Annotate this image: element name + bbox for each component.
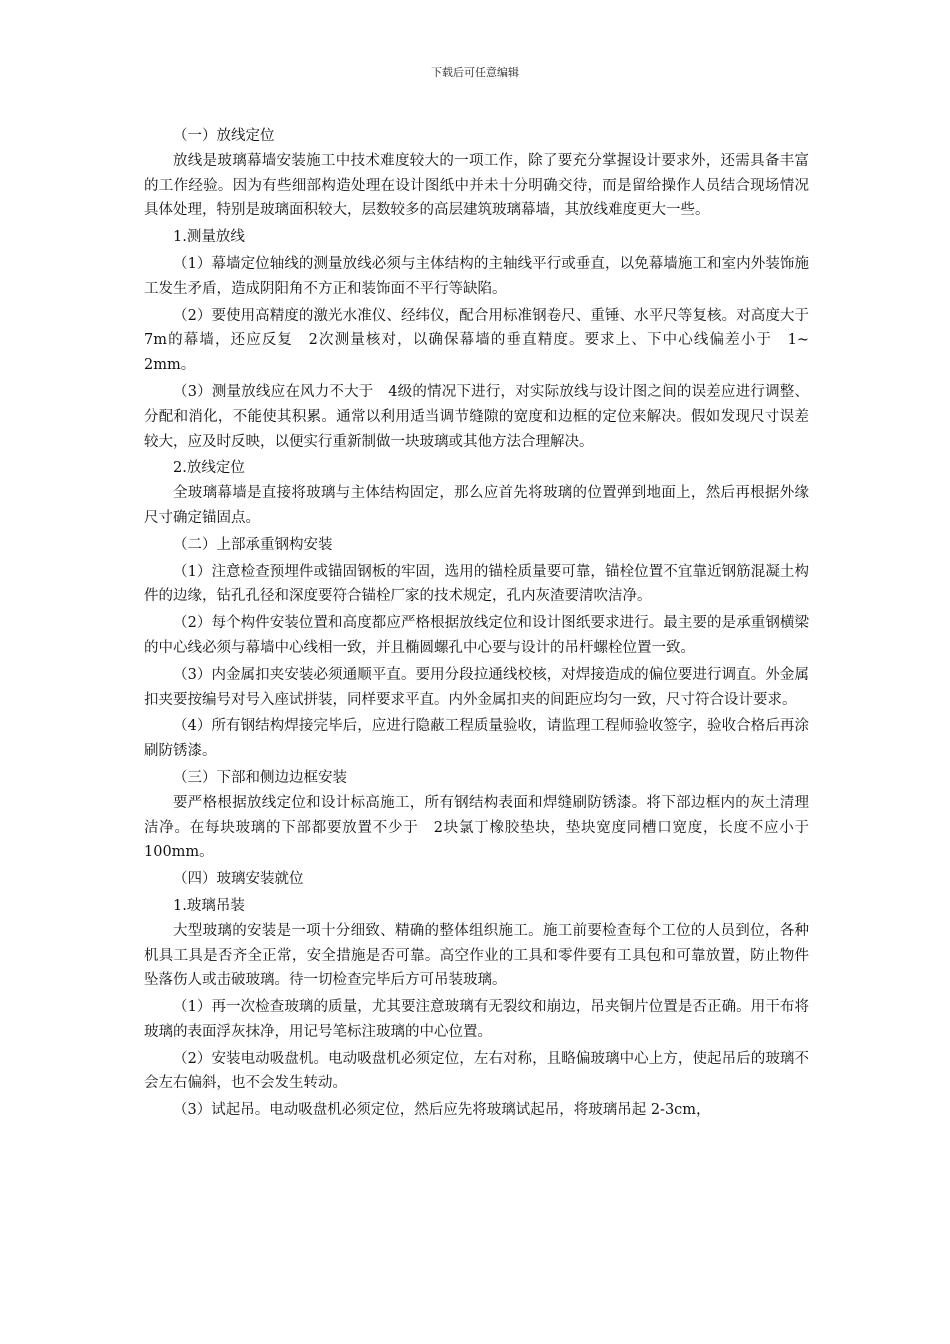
section-heading: （一）放线定位 [173,128,275,144]
document-body [144,124,824,1123]
section-heading: （三）下部和侧边边框安装 [173,769,347,786]
paragraph: （1）幕墙定位轴线的测量放线必须与主体结构的主轴线平行或垂直，以免幕墙施工和室内外装饰施工发生矛盾，造成阴阳角不方正和装饰面不平行等缺陷。 [144,255,809,297]
paragraph: （1）注意检查预埋件或锚固钢板的牢固，选用的锚栓质量要可靠，锚栓位置不宜靠近钢筋混凝土构件的边缘，钻孔孔径和深度要符合锚栓厂家的技术规定，孔内灰渣要清吹洁净。 [144,563,809,605]
paragraph: 全玻璃幕墙是直接将玻璃与主体结构固定，那么应首先将玻璃的位置弹到地面上，然后再根据外缘尺寸确定锚固点。 [144,485,809,526]
paragraph: （2）要使用高精度的激光水准仪、经纬仪，配合用标准钢卷尺、重锤、水平尺等复核。对高度大于 7m的幕墙，还应反复 2次测量核对，以确保幕墙的垂直精度。要求上、下中心线偏差小于 1~ 2mm。 [144,307,824,374]
paragraph: （3）测量放线应在风力不大于 4级的情况下进行，对实际放线与设计图之间的误差应进行调整、分配和消化，不能使其积累。通常以利用适当调节缝隙的宽度和边框的定位来解决。假如发现尺寸误差较大，应及时反映，以便实行重新制做一块玻璃或其他方法合理解决。 [144,383,809,450]
subsection-heading: 1.玻璃吊装 [173,897,245,914]
page-header: 下载后可任意编辑 [431,66,519,79]
subsection-heading: 1.测量放线 [173,229,245,246]
paragraph: 要严格根据放线定位和设计标高施工，所有钢结构表面和焊缝刷防锈漆。将下部边框内的灰土清理洁净。在每块玻璃的下部都要放置不少于 2块氯丁橡胶垫块，垫块宽度同槽口宽度，长度不应小于 100mm。 [144,794,824,861]
paragraph: （2）每个构件安装位置和高度都应严格根据放线定位和设计图纸要求进行。最主要的是承重钢横梁的中心线必须与幕墙中心线相一致，并且椭圆螺孔中心要与设计的吊杆螺栓位置一致。 [144,615,809,656]
section-heading: （四）玻璃安装就位 [173,871,304,888]
section-heading: （二）上部承重钢构安装 [173,536,333,553]
paragraph: 放线是玻璃幕墙安装施工中技术难度较大的一项工作，除了要充分掌握设计要求外，还需具备丰富的工作经验。因为有些细部构造处理在设计图纸中并未十分明确交待，而是留给操作人员结合现场情况具体处理，特别是玻璃面积较大，层数较多的高层建筑玻璃幕墙，其放线难度更大一些。 [144,152,809,219]
paragraph: （4）所有钢结构焊接完毕后，应进行隐蔽工程质量验收，请监理工程师验收签字，验收合格后再涂刷防锈漆。 [144,718,809,760]
paragraph: 大型玻璃的安装是一项十分细致、精确的整体组织施工。施工前要检查每个工位的人员到位，各种机具工具是否齐全正常，安全措施是否可靠。高空作业的工具和零件要有工具包和可靠放置，防止物件坠落伤人或击破玻璃。待一切检查完毕后方可吊装玻璃。 [144,922,809,989]
paragraph: （3）内金属扣夹安装必须通顺平直。要用分段拉通线校核，对焊接造成的偏位要进行调直。外金属扣夹要按编号对号入座试拼装，同样要求平直。内外金属扣夹的间距应均匀一致，尺寸符合设计要求。 [144,666,809,708]
paragraph: （3）试起吊。电动吸盘机必须定位，然后应先将玻璃试起吊，将玻璃吊起 2-3cm， [173,1102,711,1119]
subsection-heading: 2.放线定位 [173,460,245,477]
paragraph: （1）再一次检查玻璃的质量，尤其要注意玻璃有无裂纹和崩边，吊夹铜片位置是否正确。用干布将玻璃的表面浮灰抹净，用记号笔标注玻璃的中心位置。 [144,999,809,1040]
paragraph: （2）安装电动吸盘机。电动吸盘机必须定位，左右对称，且略偏玻璃中心上方，使起吊后的玻璃不会左右偏斜，也不会发生转动。 [144,1050,809,1092]
